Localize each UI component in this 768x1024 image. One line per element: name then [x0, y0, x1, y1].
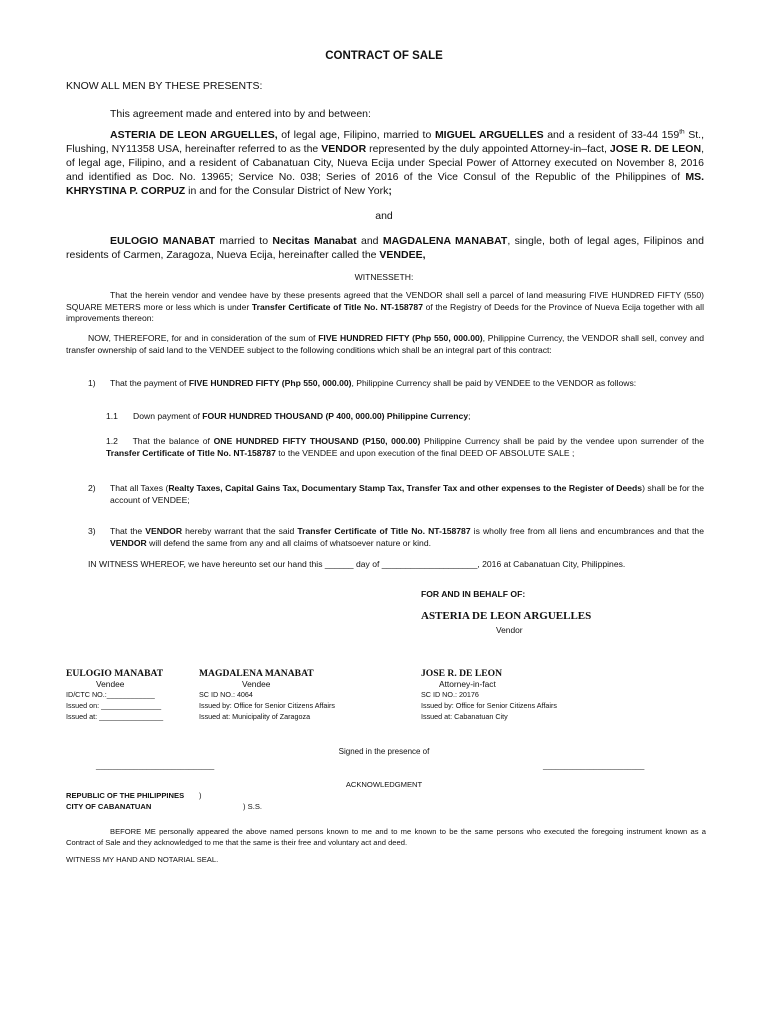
issued-at-line: Issued at: Cabanatuan City	[421, 712, 508, 722]
text-run: , Philippine Currency shall be paid by VENDEE to the VENDOR as follows:	[351, 378, 637, 388]
text-run: and	[356, 235, 383, 247]
id-line: ID/CTC NO.:____________	[66, 690, 155, 699]
text-run: NOW, THEREFORE, for and in consideration of the sum of	[88, 333, 319, 343]
consul-name: MS. KHRYSTINA P. CORPUZ	[66, 171, 704, 197]
signatory-block	[66, 668, 196, 723]
text-run: , single, both of legal ages, Filipinos and residents of Carmen, Zaragoza, Nueva Ecija, hereinafter called the	[66, 235, 704, 261]
issued-on-line: Issued on: _______________	[66, 701, 162, 711]
id-line: SC ID NO.: 4064	[199, 690, 253, 699]
text-run: married to	[215, 235, 273, 247]
item-number: 1)	[88, 378, 96, 388]
signatory-name: EULOGIO MANABAT	[66, 668, 164, 679]
vendor-word: VENDOR	[145, 526, 183, 536]
text-run: , of legal age, Filipino, and a resident of Cabanatuan City, Nueva Ecija under Special Power of Attorney executed on November 8, 2016 and identified as Doc. No. 13965; Service No. 038; Series of 2016 of the Vice Consul of the Republic of the Philippines of	[66, 143, 704, 183]
tct-number: Transfer Certificate of Title No. NT-158787	[106, 447, 276, 458]
payment-condition	[110, 378, 704, 390]
price-amount: FIVE HUNDRED FIFTY (Php 550, 000.00)	[318, 333, 483, 343]
vendee-party-paragraph	[66, 234, 704, 262]
text-run: ;	[468, 411, 471, 421]
text-run: of the Registry of Deeds for the Province of Nueva Ecija together with all improvements thereon:	[66, 301, 704, 323]
vendor-spouse: MIGUEL ARGUELLES	[434, 129, 544, 141]
attorney-name: JOSE R. DE LEON	[609, 143, 702, 155]
issued-at-line: Issued at: ________________	[66, 712, 164, 722]
id-line: SC ID NO.: 20176	[421, 690, 479, 699]
superscript: th	[679, 128, 685, 136]
text-run: and a resident of 33-44 159	[543, 129, 680, 141]
signatory-name: JOSE R. DE LEON	[421, 668, 503, 679]
venue-paren: )	[199, 791, 202, 800]
land-paragraph	[66, 290, 704, 325]
witnesseth-heading: WITNESSETH:	[354, 272, 414, 282]
acknowledgment-heading: ACKNOWLEDGMENT	[345, 780, 423, 789]
text-run: of legal age, Filipino, married to	[277, 129, 435, 141]
issued-by-line: Issued by: Office for Senior Citizens Affairs	[421, 701, 557, 711]
signatory-block	[421, 668, 621, 723]
witness-signature-line-left: ____________________________	[96, 761, 215, 770]
agreement-line: This agreement made and entered into by and between:	[110, 108, 371, 120]
text-run: That the	[110, 526, 146, 536]
witness-signature-line-right: ________________________	[543, 761, 645, 770]
down-payment-amount: FOUR HUNDRED THOUSAND (P 400, 000.00) Philippine Currency	[202, 411, 469, 421]
text-run: St., Flushing, NY11358 USA, hereinafter referred to as the	[66, 129, 704, 155]
item-number: 1.1	[106, 411, 118, 421]
text-run: ;	[388, 185, 392, 197]
text-run: Down payment of	[133, 411, 203, 421]
item-number: 1.2	[106, 436, 118, 446]
vendor-name: ASTERIA DE LEON ARGUELLES,	[110, 129, 278, 141]
text-run: in and for the Consular District of New York	[185, 185, 389, 197]
taxes-condition	[110, 483, 704, 506]
tct-number: Transfer Certificate of Title No. NT-158787	[297, 526, 471, 536]
vendor-role: Vendor	[496, 625, 523, 635]
intro-line: KNOW ALL MEN BY THESE PRESENTS:	[66, 80, 263, 92]
republic-line: REPUBLIC OF THE PHILIPPINES	[66, 791, 185, 800]
text-run: That the payment of	[110, 378, 189, 388]
issued-at-line: Issued at: Municipality of Zaragoza	[199, 712, 311, 722]
text-run: will defend the same from any and all claims of whatsoever nature or kind.	[146, 537, 431, 548]
witness-hand-seal: WITNESS MY HAND AND NOTARIAL SEAL.	[66, 855, 219, 864]
text-run: to the VENDEE and upon execution of the final DEED OF ABSOLUTE SALE ;	[275, 447, 575, 458]
vendee-name: EULOGIO MANABAT	[110, 235, 216, 247]
before-me-paragraph: BEFORE ME personally appeared the above named persons known to me and to me known to be the same persons who executed the foregoing instrument known as a Contract of Sale and they acknowledged to me that the same is their free and voluntary act and deed.	[66, 827, 706, 847]
issued-by-line: Issued by: Office for Senior Citizens Affairs	[199, 701, 335, 711]
text-run: That the balance of	[132, 436, 214, 446]
balance-amount: ONE HUNDRED FIFTY THOUSAND (P150, 000.00)	[213, 436, 421, 446]
vendee-word: VENDEE,	[379, 249, 426, 261]
signatory-role: Attorney-in-fact	[439, 679, 496, 689]
signatory-role: Vendee	[242, 679, 271, 689]
and-word: and	[375, 210, 393, 222]
witness-whereof: IN WITNESS WHEREOF, we have hereunto set our hand this ______ day of ____________________, 2016 at Cabanatuan City, Philippines.	[88, 559, 626, 569]
text-run: That all Taxes (	[110, 483, 169, 493]
vendor-party-paragraph	[66, 128, 704, 198]
vendor-word: VENDOR	[321, 143, 367, 155]
consideration-paragraph	[66, 333, 704, 356]
text-run: ) shall be for the account of VENDEE;	[110, 483, 704, 505]
ss-marker: ) S.S.	[243, 802, 262, 811]
balance-condition	[106, 436, 704, 459]
city-line: CITY OF CABANATUAN	[66, 802, 152, 811]
vendor-word: VENDOR	[110, 537, 147, 548]
price-amount: FIVE HUNDRED FIFTY (Php 550, 000.00)	[188, 378, 352, 388]
item-number: 2)	[88, 483, 96, 493]
for-and-in-behalf-of: FOR AND IN BEHALF OF:	[421, 589, 526, 599]
text-run: , Philippine Currency, the VENDOR shall sell, convey and transfer ownership of said land to the VENDEE subject to the following conditions which shall be an integral part of this contract:	[66, 333, 704, 355]
tct-number: Transfer Certificate of Title No. NT-158787	[251, 301, 423, 312]
vendor-signature-name: ASTERIA DE LEON ARGUELLES	[421, 610, 592, 622]
signatory-name: MAGDALENA MANABAT	[199, 668, 314, 679]
text-run: represented by the duly appointed Attorney-in–fact,	[366, 143, 610, 155]
vendee-name-2: MAGDALENA MANABAT	[382, 235, 508, 247]
item-number: 3)	[88, 526, 96, 536]
taxes-list: Realty Taxes, Capital Gains Tax, Documentary Stamp Tax, Transfer Tax and other expenses to the Register of Deeds	[168, 483, 643, 493]
signatory-role: Vendee	[96, 679, 125, 689]
text-run: That the herein vendor and vendee have by these presents agreed that the VENDOR shall sell a parcel of land measuring FIVE HUNDRED FIFTY (550) SQUARE METERS more or less which is under	[66, 290, 704, 312]
warranty-condition	[110, 526, 704, 549]
text-run: is wholly free from all liens and encumbrances and that the	[470, 526, 704, 536]
text-run: hereby warrant that the said	[182, 526, 298, 536]
vendee-spouse: Necitas Manabat	[272, 235, 357, 247]
signed-in-presence: Signed in the presence of	[338, 747, 430, 756]
document-title: CONTRACT OF SALE	[325, 50, 443, 62]
down-payment-condition	[133, 411, 703, 423]
text-run: Philippine Currency shall be paid by the vendee upon surrender of the	[420, 436, 704, 446]
signatory-block	[199, 668, 389, 723]
